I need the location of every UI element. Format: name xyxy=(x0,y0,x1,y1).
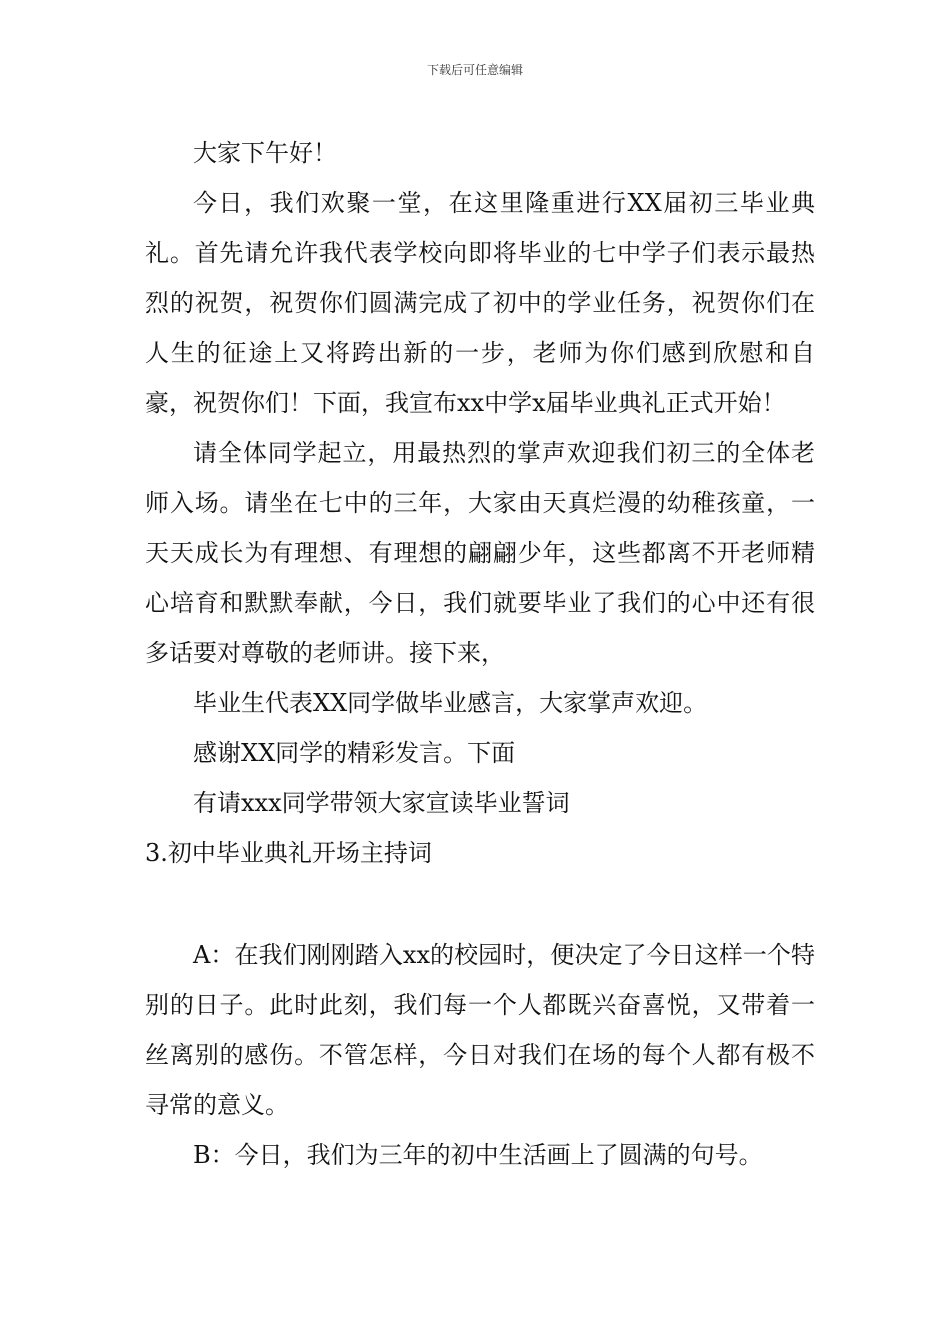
graduate-speech-paragraph: 毕业生代表XX同学做毕业感言，大家掌声欢迎。 xyxy=(193,689,708,717)
greeting-paragraph: 大家下午好！ xyxy=(193,139,337,167)
section-title: 3.初中毕业典礼开场主持词 xyxy=(145,839,432,867)
host-b-paragraph: B：今日，我们为三年的初中生活画上了圆满的句号。 xyxy=(193,1141,763,1169)
oath-paragraph: 有请xxx同学带领大家宣读毕业誓词 xyxy=(193,789,570,817)
section-spacer xyxy=(145,878,815,930)
thanks-paragraph: 感谢XX同学的精彩发言。下面 xyxy=(193,739,516,767)
opening-paragraph: 今日，我们欢聚一堂，在这里隆重进行XX届初三毕业典礼。首先请允许我代表学校向即将毕业的七中学子们表示最热烈的祝贺，祝贺你们圆满完成了初中的学业任务，祝贺你们在人生的征途上又将跨出新的一步，老师为你们感到欣慰和自豪，祝贺你们！下面，我宣布xx中学x届毕业典礼正式开始！ xyxy=(145,189,815,417)
host-a-paragraph: A：在我们刚刚踏入xx的校园时，便决定了今日这样一个特别的日子。此时此刻，我们每一个人都既兴奋喜悦，又带着一丝离别的感伤。不管怎样，今日对我们在场的每个人都有极不寻常的意义。 xyxy=(145,941,815,1119)
header-note: 下载后可任意编辑 xyxy=(426,63,523,77)
teachers-entrance-paragraph: 请全体同学起立，用最热烈的掌声欢迎我们初三的全体老师入场。请坐在七中的三年，大家由天真烂漫的幼稚孩童，一天天成长为有理想、有理想的翩翩少年，这些都离不开老师精心培育和默默奉献，今日，我们就要毕业了我们的心中还有很多话要对尊敬的老师讲。接下来， xyxy=(145,439,815,667)
document-body xyxy=(145,128,815,1180)
